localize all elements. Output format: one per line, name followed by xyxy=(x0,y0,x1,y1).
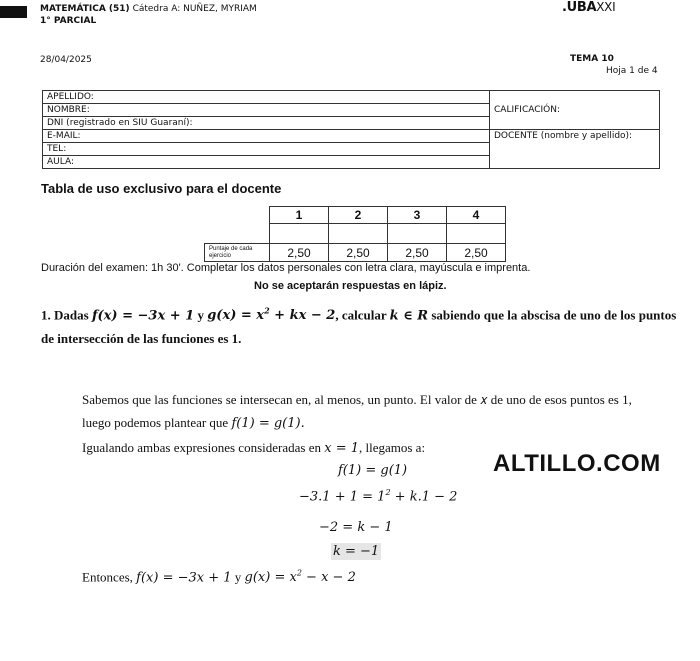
q-g-base: g(x) = x xyxy=(207,308,265,324)
solution-conclusion xyxy=(82,569,356,585)
field-docente: DOCENTE (nombre y apellido): xyxy=(490,130,660,169)
field-apellido: APELLIDO: xyxy=(43,91,490,104)
eq2-right: + k.1 − 2 xyxy=(390,489,458,505)
q-prefix: 1. Dadas xyxy=(41,307,92,323)
final-y: y xyxy=(231,569,245,585)
score-cell xyxy=(270,224,329,244)
final-g xyxy=(245,570,356,585)
points-cell: 2,50 xyxy=(329,244,388,262)
points-row-label: Puntaje de cada ejercicio xyxy=(205,244,270,262)
final-g-rest: − x − 2 xyxy=(301,570,356,586)
q-g-rest: + kx − 2 xyxy=(269,308,336,324)
final-prefix: Entonces, xyxy=(82,569,137,585)
eq2-sup: 2 xyxy=(385,488,391,497)
q-mid: , calcular xyxy=(335,307,390,323)
score-col-4: 4 xyxy=(447,207,506,224)
subject-name: MATEMÁTICA (51) xyxy=(40,4,130,14)
score-table xyxy=(204,206,506,262)
student-info-table xyxy=(42,90,660,169)
score-blank-label xyxy=(205,224,270,244)
field-tel: TEL: xyxy=(43,143,490,156)
page-count: Hoja 1 de 4 xyxy=(606,66,658,76)
logo-bold: .UBA xyxy=(562,0,597,15)
duration-instructions: Duración del examen: 1h 30'. Completar los datos personales con letra clara, mayúscula e imprenta. xyxy=(41,262,531,274)
logo-light: XXI xyxy=(596,0,616,14)
score-cell xyxy=(388,224,447,244)
tema-label: TEMA 10 xyxy=(570,54,614,64)
p2-eq: f(1) = g(1). xyxy=(231,416,305,431)
points-cell: 2,50 xyxy=(447,244,506,262)
parcial-label: 1° PARCIAL xyxy=(40,16,97,26)
q-g-def xyxy=(207,308,335,323)
question-1-line-2: de intersección de las funciones es 1. xyxy=(41,331,242,346)
solution-paragraph-1: Sabemos que las funciones se intersecan en, al menos, un punto. El valor de 𝑥 de uno de esos puntos es 1, xyxy=(82,392,632,407)
field-aula: AULA: xyxy=(43,156,490,169)
uba-logo xyxy=(562,0,615,15)
q-suffix: sabiendo que la abscisa de uno de los puntos xyxy=(428,307,677,323)
final-f: f(x) = −3x + 1 xyxy=(136,570,232,586)
field-calificacion: CALIFICACIÓN: xyxy=(490,91,660,130)
question-1-line-1 xyxy=(41,306,676,323)
points-cell: 2,50 xyxy=(388,244,447,262)
exam-date: 28/04/2025 xyxy=(40,55,92,65)
equation-3: −2 = k − 1 xyxy=(319,520,393,535)
q-g-sup: 2 xyxy=(264,306,270,316)
field-dni: DNI (registrado en SIU Guaraní): xyxy=(43,117,490,130)
score-corner xyxy=(205,207,270,224)
header-black-bar xyxy=(0,6,27,18)
final-g-base: g(x) = x xyxy=(244,570,297,586)
header-subject xyxy=(40,4,257,14)
final-g-sup: 2 xyxy=(296,569,302,578)
p3-eq: x = 1 xyxy=(324,441,359,456)
field-email: E-MAIL: xyxy=(43,130,490,143)
field-nombre: NOMBRE: xyxy=(43,104,490,117)
q-y: y xyxy=(194,307,208,323)
pencil-warning: No se aceptarán respuestas en lápiz. xyxy=(254,280,447,292)
solution-paragraph-2 xyxy=(82,415,305,431)
q-k: k ∈ R xyxy=(389,308,429,324)
solution-paragraph-3 xyxy=(82,440,425,456)
score-col-3: 3 xyxy=(388,207,447,224)
p3-suffix: , llegamos a: xyxy=(359,440,426,455)
p3-prefix: Igualando ambas expresiones consideradas en xyxy=(82,440,325,455)
q-f-def: f(x) = −3x + 1 xyxy=(91,308,195,324)
eq2-left: −3.1 + 1 = 1 xyxy=(299,489,386,505)
equation-1: f(1) = g(1) xyxy=(338,463,408,478)
equation-4-result: k = −1 xyxy=(333,544,380,559)
score-cell xyxy=(329,224,388,244)
score-col-2: 2 xyxy=(329,207,388,224)
score-cell xyxy=(447,224,506,244)
score-table-title: Tabla de uso exclusivo para el docente xyxy=(41,181,282,196)
p2-prefix: luego podemos plantear que xyxy=(82,415,232,430)
points-cell: 2,50 xyxy=(270,244,329,262)
catedra: Cátedra A: NUÑEZ, MYRIAM xyxy=(132,4,257,14)
equation-2 xyxy=(299,488,457,504)
score-col-1: 1 xyxy=(270,207,329,224)
altillo-watermark: ALTILLO.COM xyxy=(493,450,661,477)
